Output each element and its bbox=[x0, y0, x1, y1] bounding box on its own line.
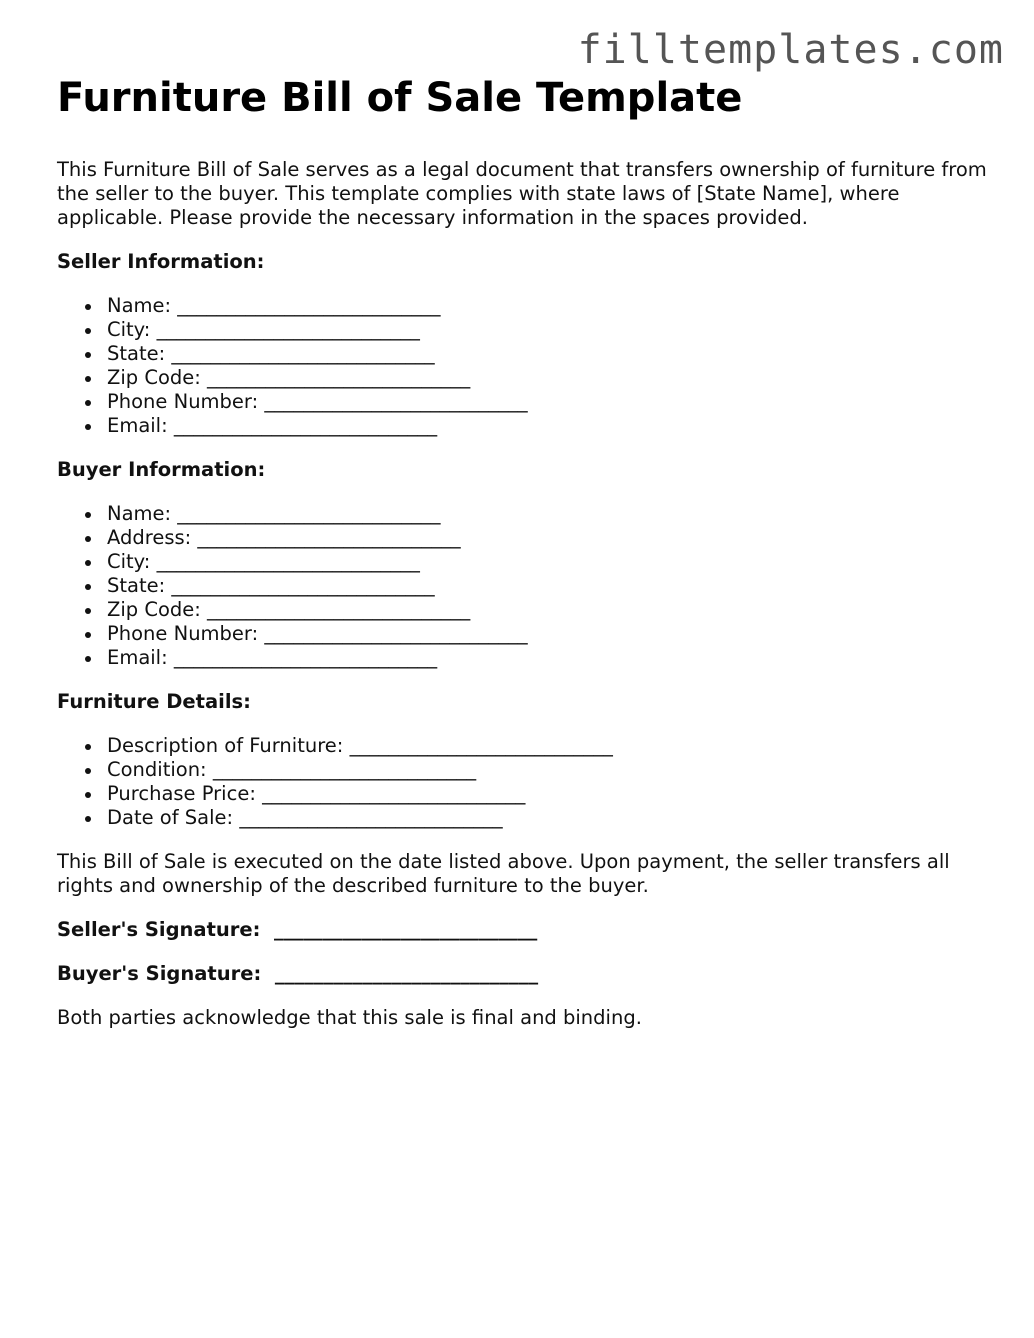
furniture-field-item bbox=[107, 806, 997, 830]
field-blank-line[interactable]: ___________________________ bbox=[171, 502, 441, 525]
furniture-field-list bbox=[57, 734, 997, 830]
document-page bbox=[57, 70, 997, 1050]
intro-paragraph: This Furniture Bill of Sale serves as a legal document that transfers ownership of furniture from the seller to the buyer. This template complies with state laws of [State Name], where applicable. Please provide the necessary information in the spaces provided. bbox=[57, 158, 987, 229]
field-blank-line[interactable]: ___________________________ bbox=[200, 366, 471, 389]
buyer-field-item bbox=[107, 526, 997, 550]
field-label: Description of Furniture: bbox=[107, 734, 344, 757]
seller-field-list bbox=[57, 294, 997, 438]
field-label: Zip Code: bbox=[107, 598, 201, 621]
field-label: Zip Code: bbox=[107, 366, 201, 389]
seller-field-item bbox=[107, 294, 997, 318]
field-label: City: bbox=[107, 550, 151, 573]
field-label: Email: bbox=[107, 646, 168, 669]
field-blank-line[interactable]: ___________________________ bbox=[233, 806, 503, 829]
watermark-logo: filltemplates.com bbox=[577, 27, 1004, 73]
buyer-field-item bbox=[107, 646, 997, 670]
field-label: Email: bbox=[107, 414, 168, 437]
buyer-field-item bbox=[107, 574, 997, 598]
field-blank-line[interactable]: ___________________________ bbox=[191, 526, 461, 549]
field-blank-line[interactable]: ___________________________ bbox=[171, 294, 441, 317]
furniture-field-item bbox=[107, 734, 997, 758]
furniture-field-item bbox=[107, 758, 997, 782]
field-blank-line[interactable]: ___________________________ bbox=[258, 390, 528, 413]
field-label: State: bbox=[107, 574, 166, 597]
seller-section-heading: Seller Information: bbox=[57, 250, 265, 273]
seller-field-item bbox=[107, 366, 997, 390]
field-label: Phone Number: bbox=[107, 390, 259, 413]
field-blank-line[interactable]: ___________________________ bbox=[167, 414, 438, 437]
field-label: Phone Number: bbox=[107, 622, 259, 645]
field-label: Name: bbox=[107, 294, 172, 317]
field-blank-line[interactable]: ___________________________ bbox=[167, 646, 438, 669]
field-blank-line[interactable]: ___________________________ bbox=[343, 734, 613, 757]
field-blank-line[interactable]: ___________________________ bbox=[258, 622, 528, 645]
field-blank-line[interactable]: ___________________________ bbox=[206, 758, 477, 781]
field-label: Address: bbox=[107, 526, 192, 549]
buyer-field-item bbox=[107, 502, 997, 526]
page-title: Furniture Bill of Sale Template bbox=[57, 75, 743, 121]
field-blank-line[interactable]: ___________________________ bbox=[200, 598, 471, 621]
buyer-section-heading: Buyer Information: bbox=[57, 458, 266, 481]
seller-field-item bbox=[107, 342, 997, 366]
closing-paragraph: Both parties acknowledge that this sale is final and binding. bbox=[57, 1006, 642, 1029]
seller-field-item bbox=[107, 390, 997, 414]
field-blank-line[interactable]: ___________________________ bbox=[150, 318, 420, 341]
furniture-field-item bbox=[107, 782, 997, 806]
buyer-field-item bbox=[107, 598, 997, 622]
buyer-signature-label: Buyer's Signature: bbox=[57, 962, 262, 985]
field-blank-line[interactable]: ___________________________ bbox=[165, 574, 435, 597]
seller-field-item bbox=[107, 414, 997, 438]
field-label: Name: bbox=[107, 502, 172, 525]
field-blank-line[interactable]: ___________________________ bbox=[255, 782, 526, 805]
field-blank-line[interactable]: ___________________________ bbox=[150, 550, 420, 573]
execution-paragraph: This Bill of Sale is executed on the date listed above. Upon payment, the seller transfers all rights and ownership of the described furniture to the buyer. bbox=[57, 850, 950, 897]
seller-signature-line bbox=[57, 918, 997, 942]
seller-signature-blank[interactable]: ___________________________ bbox=[267, 918, 538, 941]
field-blank-line[interactable]: ___________________________ bbox=[165, 342, 435, 365]
buyer-field-item bbox=[107, 550, 997, 574]
field-label: Date of Sale: bbox=[107, 806, 234, 829]
field-label: City: bbox=[107, 318, 151, 341]
field-label: Condition: bbox=[107, 758, 207, 781]
seller-field-item bbox=[107, 318, 997, 342]
seller-signature-label: Seller's Signature: bbox=[57, 918, 261, 941]
buyer-field-list bbox=[57, 502, 997, 670]
buyer-field-item bbox=[107, 622, 997, 646]
field-label: State: bbox=[107, 342, 166, 365]
buyer-signature-blank[interactable]: ___________________________ bbox=[268, 962, 539, 985]
field-label: Purchase Price: bbox=[107, 782, 256, 805]
buyer-signature-line bbox=[57, 962, 997, 986]
furniture-section-heading: Furniture Details: bbox=[57, 690, 251, 713]
